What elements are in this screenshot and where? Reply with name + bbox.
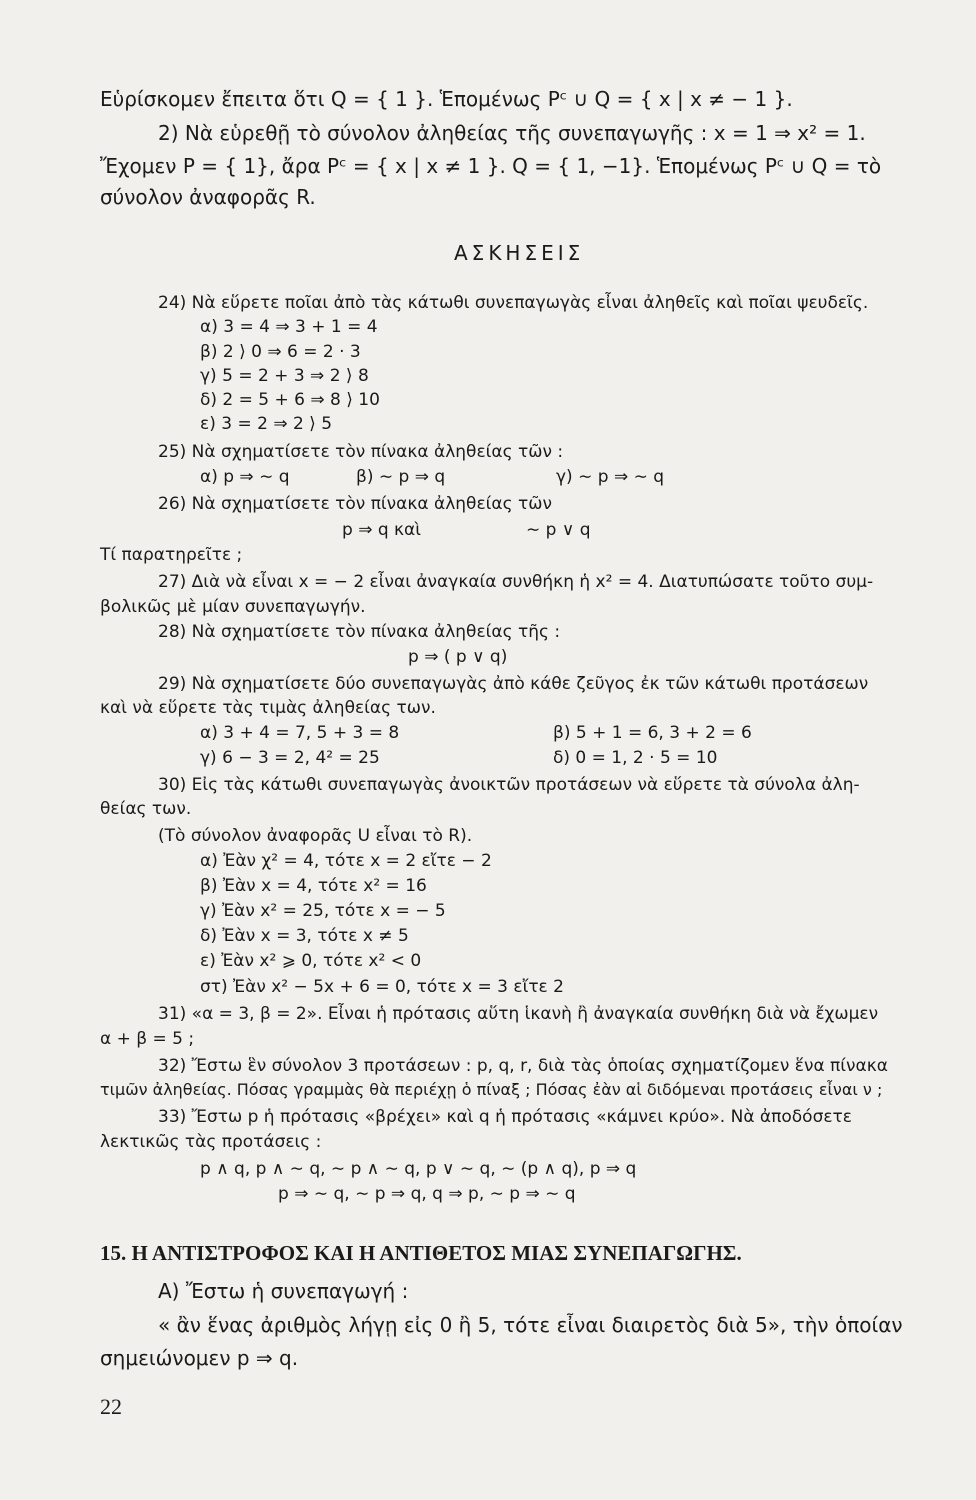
page-number: 22: [100, 1394, 122, 1419]
exercise-29-d: δ) 0 = 1, 2 · 5 = 10: [553, 748, 718, 768]
exercise-30-a: α) Ἐὰν χ² = 4, τότε x = 2 εἴτε − 2: [200, 851, 492, 871]
section-15-line-2: « ἂν ἕνας ἀριθμὸς λήγῃ εἰς 0 ἢ 5, τότε εἶναι διαιρετὸς διὰ 5», τὴν ὁποίαν: [158, 1313, 903, 1337]
exercise-25-c: γ) ∼ p ⇒ ∼ q: [556, 467, 665, 487]
exercise-30-line-2: θείας των.: [100, 799, 192, 819]
section-15-line-1: Α) Ἔστω ἡ συνεπαγωγή :: [158, 1279, 409, 1303]
exercise-32-line-2: τιμῶν ἀληθείας. Πόσας γραμμὰς θὰ περιέχῃ ὁ πίναξ ; Πόσας ἐὰν αἱ διδόμεναι προτάσεις εἶναι ν ;: [100, 1080, 883, 1099]
exercise-33-line-2: λεκτικῶς τὰς προτάσεις :: [100, 1132, 322, 1152]
exercise-24-d: δ) 2 = 5 + 6 ⇒ 8 ⟩ 10: [200, 390, 380, 410]
exercise-24-b: β) 2 ⟩ 0 ⇒ 6 = 2 · 3: [200, 342, 361, 362]
exercise-29-a: α) 3 + 4 = 7, 5 + 3 = 8: [200, 723, 400, 743]
exercise-33-formulas-1: p ∧ q, p ∧ ∼ q, ∼ p ∧ ∼ q, p ∨ ∼ q, ∼ (p ∧ q), p ⇒ q: [200, 1159, 637, 1179]
intro-line-1: Εὑρίσκομεν ἔπειτα ὅτι Q = { 1 }. Ἑπομένως Pᶜ ∪ Q = { x | x ≠ − 1 }.: [100, 87, 793, 111]
exercise-31-line-1: 31) «α = 3, β = 2». Εἶναι ἡ πρότασις αὕτη ἱκανὴ ἢ ἀναγκαία συνθήκη διὰ νὰ ἔχωμεν: [158, 1004, 879, 1024]
exercise-29-line-1: 29) Νὰ σχηματίσετε δύο συνεπαγωγὰς ἀπὸ κάθε ζεῦγος ἐκ τῶν κάτωθι προτάσεων: [158, 674, 869, 694]
exercise-29-b: β) 5 + 1 = 6, 3 + 2 = 6: [553, 723, 752, 743]
exercise-26-formula-1: p ⇒ q καὶ: [342, 520, 422, 540]
exercise-29-c: γ) 6 − 3 = 2, 4² = 25: [200, 748, 380, 768]
exercise-25-b: β) ∼ p ⇒ q: [356, 467, 446, 487]
exercise-33-line-1: 33) Ἔστω p ἡ πρότασις «βρέχει» καὶ q ἡ πρότασις «κάμνει κρύο». Νὰ ἀποδόσετε: [158, 1107, 852, 1127]
exercises-heading: ΑΣΚΗΣΕΙΣ: [454, 241, 585, 265]
exercise-30-b: β) Ἐὰν x = 4, τότε x² = 16: [200, 876, 427, 896]
exercise-30-note: (Τὸ σύνολον ἀναφορᾶς U εἶναι τὸ R).: [158, 826, 473, 846]
exercise-31-line-2: α + β = 5 ;: [100, 1029, 195, 1049]
exercise-32-line-1: 32) Ἔστω ἓν σύνολον 3 προτάσεων : p, q, r, διὰ τὰς ὁποίας σχηματίζομεν ἕνα πίνακα: [158, 1056, 888, 1076]
exercise-30-d: δ) Ἐὰν x = 3, τότε x ≠ 5: [200, 926, 409, 946]
exercise-30-c: γ) Ἐὰν x² = 25, τότε x = − 5: [200, 901, 446, 921]
exercise-26-formula-2: ∼ p ∨ q: [526, 520, 591, 540]
exercise-24: 24) Νὰ εὕρετε ποῖαι ἀπὸ τὰς κάτωθι συνεπαγωγὰς εἶναι ἀληθεῖς καὶ ποῖαι ψευδεῖς.: [158, 293, 869, 313]
exercise-28: 28) Νὰ σχηματίσετε τὸν πίνακα ἀληθείας τῆς :: [158, 622, 561, 642]
exercise-24-c: γ) 5 = 2 + 3 ⇒ 2 ⟩ 8: [200, 366, 369, 386]
exercise-24-e: ε) 3 = 2 ⇒ 2 ⟩ 5: [200, 414, 333, 434]
intro-line-3: Ἔχομεν P = { 1}, ἄρα Pᶜ = { x | x ≠ 1 }. Q = { 1, −1}. Ἑπομένως Pᶜ ∪ Q = τὸ: [100, 154, 882, 178]
exercise-30-f: στ) Ἐὰν x² − 5x + 6 = 0, τότε x = 3 εἴτε 2: [200, 977, 564, 997]
exercise-25-a: α) p ⇒ ∼ q: [200, 467, 290, 487]
exercise-24-a: α) 3 = 4 ⇒ 3 + 1 = 4: [200, 317, 378, 337]
exercise-27-line-1: 27) Διὰ νὰ εἶναι x = − 2 εἶναι ἀναγκαία συνθήκη ἡ x² = 4. Διατυπώσατε τοῦτο συμ-: [158, 572, 874, 592]
exercise-27-line-2: βολικῶς μὲ μίαν συνεπαγωγήν.: [100, 597, 366, 617]
exercise-29-line-2: καὶ νὰ εὕρετε τὰς τιμὰς ἀληθείας των.: [100, 698, 436, 718]
exercise-33-formulas-2: p ⇒ ∼ q, ∼ p ⇒ q, q ⇒ p, ∼ p ⇒ ∼ q: [278, 1184, 576, 1204]
exercise-25: 25) Νὰ σχηματίσετε τὸν πίνακα ἀληθείας τῶν :: [158, 442, 564, 462]
exercise-30-line-1: 30) Εἰς τὰς κάτωθι συνεπαγωγὰς ἀνοικτῶν προτάσεων νὰ εὕρετε τὰ σύνολα ἀλη-: [158, 775, 860, 795]
intro-line-2: 2) Νὰ εὑρεθῇ τὸ σύνολον ἀληθείας τῆς συνεπαγωγῆς : x = 1 ⇒ x² = 1.: [158, 121, 866, 145]
exercise-28-formula: p ⇒ ( p ∨ q): [408, 647, 508, 667]
section-15-line-3: σημειώνομεν p ⇒ q.: [100, 1346, 299, 1370]
intro-line-4: σύνολον ἀναφορᾶς R.: [100, 185, 316, 209]
exercise-26-question: Τί παρατηρεῖτε ;: [100, 545, 243, 565]
exercise-30-e: ε) Ἐὰν x² ⩾ 0, τότε x² < 0: [200, 951, 422, 971]
exercise-26: 26) Νὰ σχηματίσετε τὸν πίνακα ἀληθείας τῶν: [158, 494, 552, 514]
section-15-title: 15. Η ΑΝΤΙΣΤΡΟΦΟΣ ΚΑΙ Η ΑΝΤΙΘΕΤΟΣ ΜΙΑΣ ΣΥΝΕΠΑΓΩΓΗΣ.: [100, 1241, 742, 1265]
